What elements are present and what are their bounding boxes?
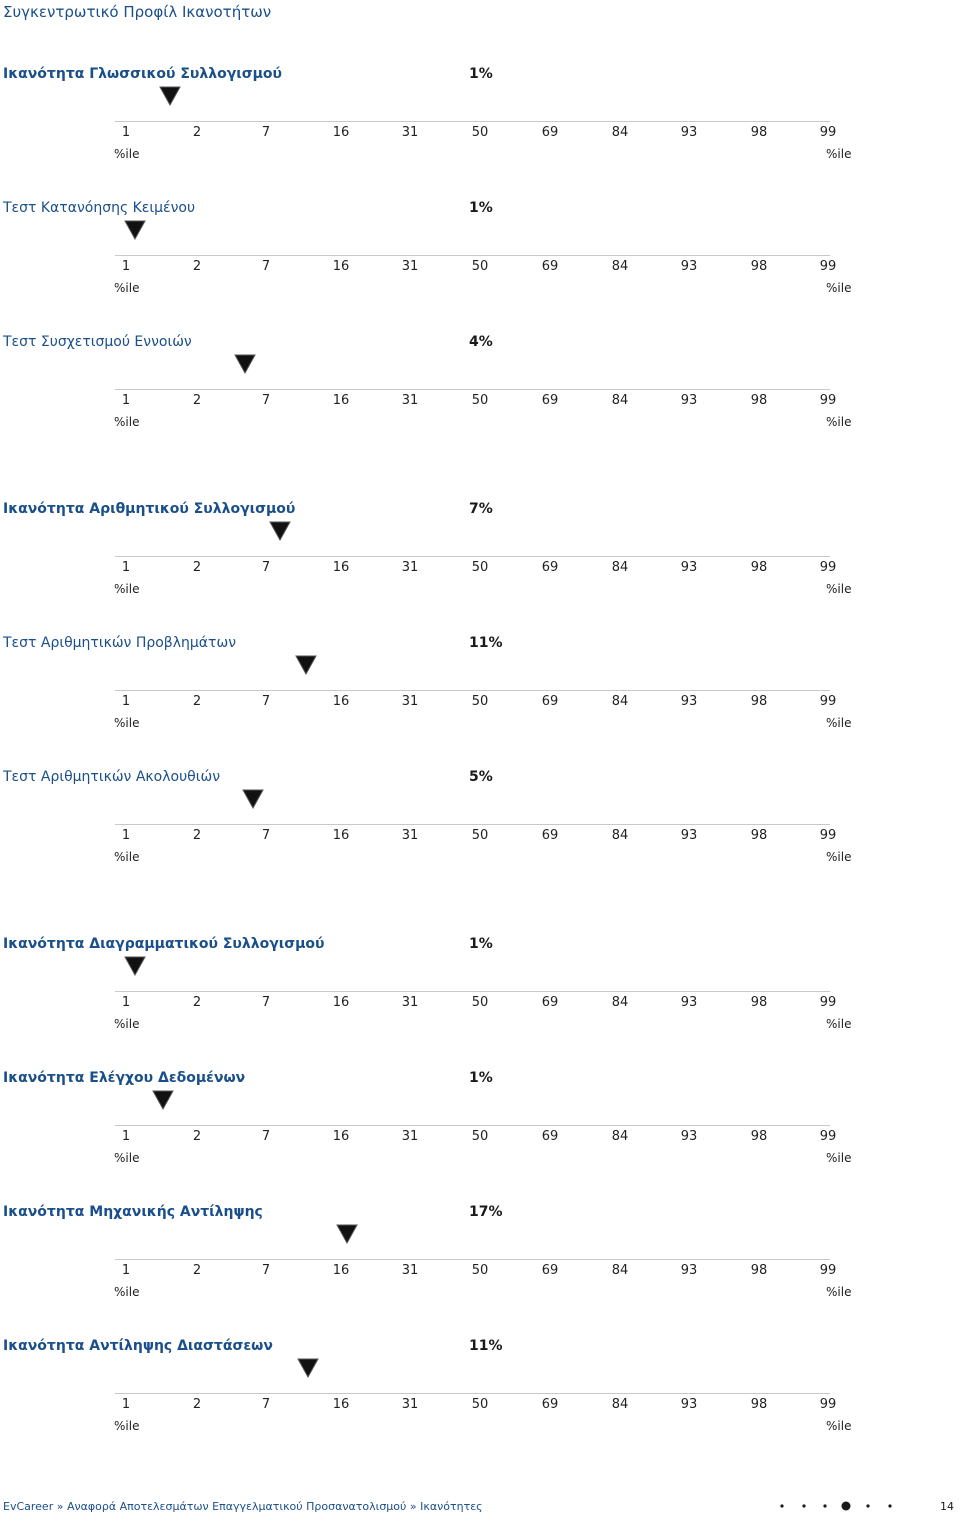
pager-dot bbox=[888, 1504, 891, 1507]
scale-tick-label: 7 bbox=[261, 995, 271, 1010]
scale-tick-label: 99 bbox=[819, 1397, 837, 1412]
scale-tick-label: 84 bbox=[611, 560, 629, 575]
scale-tick-label: 93 bbox=[680, 125, 698, 140]
profile-block bbox=[0, 66, 960, 166]
scale-unit-left: %ile bbox=[114, 147, 140, 161]
scale-tick-label: 69 bbox=[541, 995, 559, 1010]
scale-tick-label: 16 bbox=[332, 1263, 350, 1278]
scale-tick-label: 99 bbox=[819, 560, 837, 575]
scale-tick-label: 98 bbox=[750, 1129, 768, 1144]
profile-label: Τεστ Αριθμητικών Ακολουθιών bbox=[3, 769, 221, 785]
scale-tick-label: 84 bbox=[611, 694, 629, 709]
profile-block bbox=[0, 334, 960, 434]
scale-tick-label: 7 bbox=[261, 560, 271, 575]
down-triangle-marker-icon bbox=[242, 789, 264, 809]
scale-unit-left: %ile bbox=[114, 716, 140, 730]
scale-unit-left: %ile bbox=[114, 1017, 140, 1031]
scale-tick-label: 99 bbox=[819, 828, 837, 843]
scale-tick-label: 69 bbox=[541, 125, 559, 140]
scale-axis-line bbox=[115, 824, 830, 825]
profile-block bbox=[0, 1338, 960, 1438]
profile-percent: 7% bbox=[469, 501, 493, 517]
pager-dot bbox=[802, 1504, 805, 1507]
profile-label: Ικανότητα Αντίληψης Διαστάσεων bbox=[3, 1338, 273, 1354]
scale-tick-label: 1 bbox=[121, 1397, 131, 1412]
scale-tick-label: 31 bbox=[401, 393, 419, 408]
profile-block bbox=[0, 936, 960, 1036]
scale-tick-label: 93 bbox=[680, 694, 698, 709]
scale-tick-label: 1 bbox=[121, 995, 131, 1010]
scale-tick-label: 16 bbox=[332, 125, 350, 140]
scale-tick-label: 93 bbox=[680, 1263, 698, 1278]
scale-tick-label: 31 bbox=[401, 259, 419, 274]
scale-unit-left: %ile bbox=[114, 415, 140, 429]
scale-tick-label: 1 bbox=[121, 1129, 131, 1144]
profile-label: Ικανότητα Αριθμητικού Συλλογισμού bbox=[3, 501, 296, 517]
scale-axis-line bbox=[115, 690, 830, 691]
profile-label: Ικανότητα Διαγραμματικού Συλλογισμού bbox=[3, 936, 325, 952]
scale-tick-label: 31 bbox=[401, 1397, 419, 1412]
scale-tick-label: 93 bbox=[680, 1397, 698, 1412]
scale-tick-label: 31 bbox=[401, 1129, 419, 1144]
scale-tick-label: 31 bbox=[401, 995, 419, 1010]
scale-unit-left: %ile bbox=[114, 1151, 140, 1165]
profile-percent: 5% bbox=[469, 769, 493, 785]
scale-tick-label: 84 bbox=[611, 125, 629, 140]
footer-breadcrumb: EvCareer » Αναφορά Αποτελεσμάτων Επαγγελματικού Προσανατολισμού » Ικανότητες bbox=[3, 1500, 483, 1513]
profile-label: Τεστ Κατανόησης Κειμένου bbox=[3, 200, 196, 216]
scale-tick-label: 99 bbox=[819, 125, 837, 140]
profile-block bbox=[0, 769, 960, 869]
scale-tick-label: 69 bbox=[541, 560, 559, 575]
scale-unit-right: %ile bbox=[826, 1419, 852, 1433]
scale-tick-label: 16 bbox=[332, 560, 350, 575]
scale-tick-label: 31 bbox=[401, 1263, 419, 1278]
pager-dot bbox=[780, 1504, 783, 1507]
scale-tick-label: 50 bbox=[471, 995, 489, 1010]
scale-tick-label: 7 bbox=[261, 125, 271, 140]
profile-percent: 1% bbox=[469, 200, 493, 216]
scale-tick-label: 2 bbox=[192, 828, 202, 843]
scale-unit-right: %ile bbox=[826, 1285, 852, 1299]
pager-dot bbox=[823, 1504, 826, 1507]
scale-tick-label: 1 bbox=[121, 393, 131, 408]
scale-unit-right: %ile bbox=[826, 1151, 852, 1165]
scale-tick-label: 98 bbox=[750, 694, 768, 709]
profile-block bbox=[0, 1070, 960, 1170]
scale-tick-label: 98 bbox=[750, 259, 768, 274]
scale-tick-label: 31 bbox=[401, 560, 419, 575]
scale-tick-label: 2 bbox=[192, 1129, 202, 1144]
scale-tick-label: 50 bbox=[471, 393, 489, 408]
profile-percent: 1% bbox=[469, 66, 493, 82]
scale-tick-label: 7 bbox=[261, 694, 271, 709]
scale-tick-label: 93 bbox=[680, 1129, 698, 1144]
scale-tick-label: 7 bbox=[261, 259, 271, 274]
scale-tick-label: 7 bbox=[261, 1263, 271, 1278]
profile-label: Ικανότητα Γλωσσικού Συλλογισμού bbox=[3, 66, 282, 82]
scale-axis-line bbox=[115, 255, 830, 256]
scale-tick-label: 16 bbox=[332, 694, 350, 709]
scale-axis-line bbox=[115, 991, 830, 992]
scale-tick-label: 50 bbox=[471, 694, 489, 709]
down-triangle-marker-icon bbox=[124, 220, 146, 240]
down-triangle-marker-icon bbox=[269, 521, 291, 541]
down-triangle-marker-icon bbox=[159, 86, 181, 106]
scale-unit-left: %ile bbox=[114, 281, 140, 295]
scale-tick-label: 1 bbox=[121, 125, 131, 140]
profile-percent: 17% bbox=[469, 1204, 503, 1220]
down-triangle-marker-icon bbox=[336, 1224, 358, 1244]
profile-block bbox=[0, 501, 960, 601]
profile-percent: 1% bbox=[469, 936, 493, 952]
scale-tick-label: 2 bbox=[192, 995, 202, 1010]
scale-tick-label: 50 bbox=[471, 560, 489, 575]
scale-tick-label: 99 bbox=[819, 694, 837, 709]
scale-tick-label: 2 bbox=[192, 125, 202, 140]
scale-tick-label: 93 bbox=[680, 828, 698, 843]
scale-tick-label: 16 bbox=[332, 828, 350, 843]
scale-tick-label: 50 bbox=[471, 125, 489, 140]
scale-tick-label: 31 bbox=[401, 828, 419, 843]
scale-axis-line bbox=[115, 389, 830, 390]
down-triangle-marker-icon bbox=[295, 655, 317, 675]
profile-percent: 11% bbox=[469, 635, 503, 651]
scale-axis-line bbox=[115, 556, 830, 557]
down-triangle-marker-icon bbox=[234, 354, 256, 374]
scale-axis-line bbox=[115, 1125, 830, 1126]
scale-tick-label: 2 bbox=[192, 1397, 202, 1412]
scale-tick-label: 84 bbox=[611, 393, 629, 408]
scale-tick-label: 31 bbox=[401, 694, 419, 709]
pager-dot-active bbox=[842, 1502, 851, 1511]
scale-tick-label: 50 bbox=[471, 1397, 489, 1412]
scale-tick-label: 69 bbox=[541, 259, 559, 274]
scale-tick-label: 69 bbox=[541, 393, 559, 408]
scale-tick-label: 98 bbox=[750, 995, 768, 1010]
pager-dots bbox=[770, 1499, 900, 1513]
scale-unit-right: %ile bbox=[826, 582, 852, 596]
scale-tick-label: 2 bbox=[192, 694, 202, 709]
scale-tick-label: 93 bbox=[680, 560, 698, 575]
profile-block bbox=[0, 635, 960, 735]
scale-tick-label: 2 bbox=[192, 393, 202, 408]
profile-percent: 4% bbox=[469, 334, 493, 350]
scale-tick-label: 2 bbox=[192, 560, 202, 575]
scale-tick-label: 99 bbox=[819, 393, 837, 408]
scale-tick-label: 98 bbox=[750, 1263, 768, 1278]
scale-unit-right: %ile bbox=[826, 850, 852, 864]
scale-tick-label: 1 bbox=[121, 560, 131, 575]
scale-unit-right: %ile bbox=[826, 716, 852, 730]
scale-axis-line bbox=[115, 1393, 830, 1394]
scale-tick-label: 50 bbox=[471, 1129, 489, 1144]
scale-tick-label: 1 bbox=[121, 1263, 131, 1278]
scale-unit-left: %ile bbox=[114, 582, 140, 596]
scale-tick-label: 69 bbox=[541, 694, 559, 709]
down-triangle-marker-icon bbox=[297, 1358, 319, 1378]
scale-tick-label: 16 bbox=[332, 995, 350, 1010]
scale-tick-label: 84 bbox=[611, 1129, 629, 1144]
profile-percent: 11% bbox=[469, 1338, 503, 1354]
scale-tick-label: 1 bbox=[121, 694, 131, 709]
scale-tick-label: 98 bbox=[750, 560, 768, 575]
scale-axis-line bbox=[115, 121, 830, 122]
scale-tick-label: 69 bbox=[541, 828, 559, 843]
scale-axis-line bbox=[115, 1259, 830, 1260]
down-triangle-marker-icon bbox=[124, 956, 146, 976]
scale-tick-label: 7 bbox=[261, 393, 271, 408]
page-title: Συγκεντρωτικό Προφίλ Ικανοτήτων bbox=[3, 3, 272, 21]
scale-tick-label: 84 bbox=[611, 995, 629, 1010]
scale-tick-label: 69 bbox=[541, 1129, 559, 1144]
scale-tick-label: 69 bbox=[541, 1263, 559, 1278]
scale-tick-label: 99 bbox=[819, 1129, 837, 1144]
profile-label: Τεστ Αριθμητικών Προβλημάτων bbox=[3, 635, 237, 651]
scale-tick-label: 99 bbox=[819, 259, 837, 274]
profile-block bbox=[0, 200, 960, 300]
profile-label: Ικανότητα Ελέγχου Δεδομένων bbox=[3, 1070, 246, 1086]
profile-block bbox=[0, 1204, 960, 1304]
scale-tick-label: 16 bbox=[332, 1129, 350, 1144]
scale-tick-label: 16 bbox=[332, 393, 350, 408]
scale-tick-label: 98 bbox=[750, 1397, 768, 1412]
scale-unit-left: %ile bbox=[114, 850, 140, 864]
scale-tick-label: 84 bbox=[611, 259, 629, 274]
scale-unit-left: %ile bbox=[114, 1285, 140, 1299]
scale-tick-label: 16 bbox=[332, 259, 350, 274]
scale-tick-label: 1 bbox=[121, 828, 131, 843]
scale-tick-label: 84 bbox=[611, 828, 629, 843]
pager-dot bbox=[866, 1504, 869, 1507]
scale-tick-label: 99 bbox=[819, 995, 837, 1010]
scale-tick-label: 31 bbox=[401, 125, 419, 140]
scale-tick-label: 98 bbox=[750, 125, 768, 140]
scale-unit-right: %ile bbox=[826, 1017, 852, 1031]
scale-tick-label: 2 bbox=[192, 259, 202, 274]
scale-tick-label: 50 bbox=[471, 1263, 489, 1278]
scale-unit-right: %ile bbox=[826, 147, 852, 161]
scale-tick-label: 93 bbox=[680, 393, 698, 408]
scale-tick-label: 99 bbox=[819, 1263, 837, 1278]
scale-unit-right: %ile bbox=[826, 281, 852, 295]
page-number: 14 bbox=[940, 1500, 954, 1513]
profile-label: Τεστ Συσχετισμού Εννοιών bbox=[3, 334, 192, 350]
scale-tick-label: 7 bbox=[261, 1129, 271, 1144]
scale-tick-label: 93 bbox=[680, 259, 698, 274]
profile-label: Ικανότητα Μηχανικής Αντίληψης bbox=[3, 1204, 263, 1220]
scale-tick-label: 84 bbox=[611, 1263, 629, 1278]
scale-tick-label: 1 bbox=[121, 259, 131, 274]
scale-tick-label: 98 bbox=[750, 393, 768, 408]
scale-tick-label: 84 bbox=[611, 1397, 629, 1412]
down-triangle-marker-icon bbox=[152, 1090, 174, 1110]
scale-unit-left: %ile bbox=[114, 1419, 140, 1433]
scale-tick-label: 98 bbox=[750, 828, 768, 843]
scale-tick-label: 7 bbox=[261, 828, 271, 843]
scale-tick-label: 93 bbox=[680, 995, 698, 1010]
scale-tick-label: 50 bbox=[471, 259, 489, 274]
profile-percent: 1% bbox=[469, 1070, 493, 1086]
scale-tick-label: 50 bbox=[471, 828, 489, 843]
scale-tick-label: 16 bbox=[332, 1397, 350, 1412]
scale-tick-label: 2 bbox=[192, 1263, 202, 1278]
scale-tick-label: 69 bbox=[541, 1397, 559, 1412]
scale-tick-label: 7 bbox=[261, 1397, 271, 1412]
scale-unit-right: %ile bbox=[826, 415, 852, 429]
